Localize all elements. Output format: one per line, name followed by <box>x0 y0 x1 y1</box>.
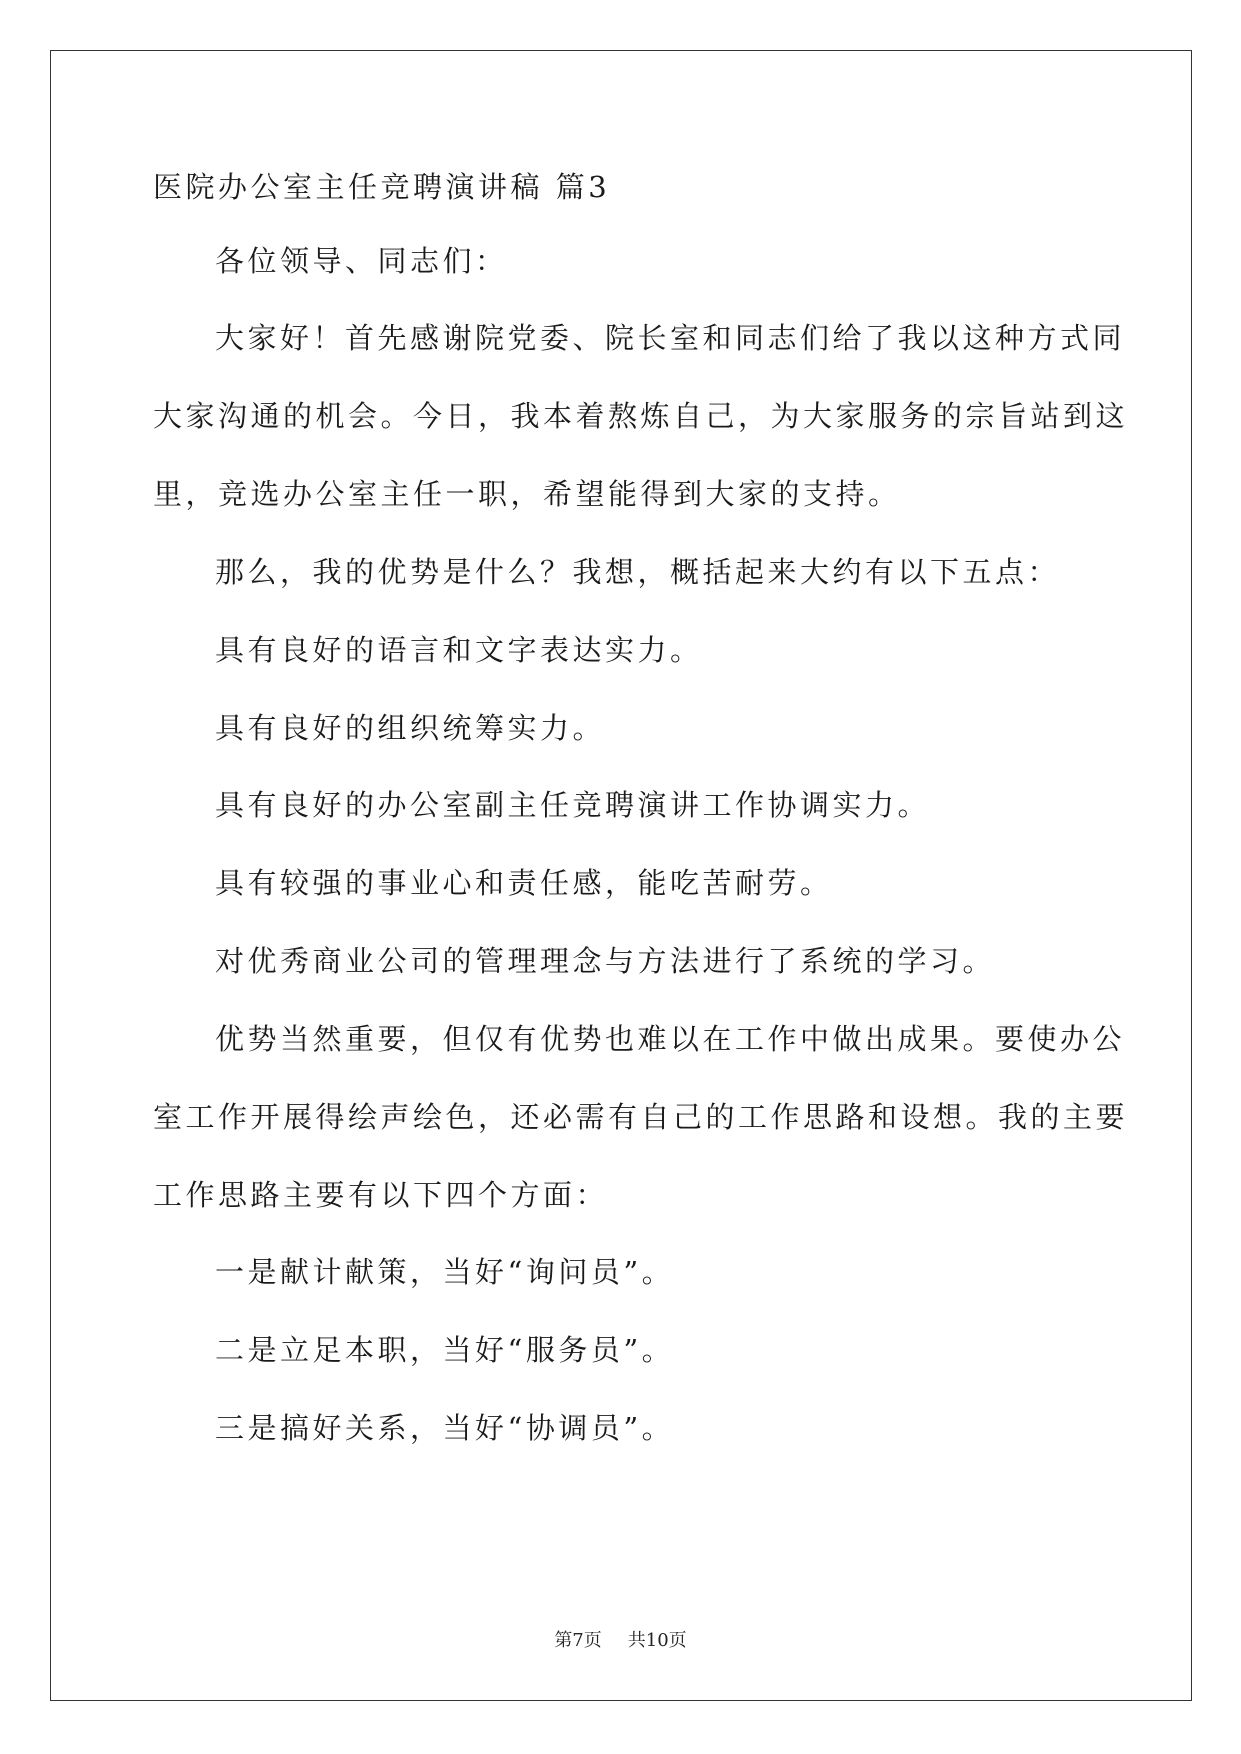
paragraph-line: 各位领导、同志们： <box>215 244 508 278</box>
paragraph-line: 大家好！首先感谢院党委、院长室和同志们给了我以这种方式同 <box>215 321 1126 355</box>
paragraph-line: 大家沟通的机会。今日，我本着熬炼自己，为大家服务的宗旨站到这 <box>153 399 1129 433</box>
paragraph-line: 对优秀商业公司的管理理念与方法进行了系统的学习。 <box>215 944 996 978</box>
paragraph-line: 一是献计献策，当好“询问员”。 <box>215 1255 675 1289</box>
paragraph-line: 三是搞好关系，当好“协调员”。 <box>215 1411 675 1445</box>
paragraph-line: 室工作开展得绘声绘色，还必需有自己的工作思路和设想。我的主要 <box>153 1100 1129 1134</box>
paragraph-line: 里，竞选办公室主任一职，希望能得到大家的支持。 <box>153 477 901 511</box>
page-footer <box>0 1626 1241 1652</box>
paragraph-line: 具有良好的语言和文字表达实力。 <box>215 633 703 667</box>
paragraph-line: 那么，我的优势是什么？我想，概括起来大约有以下五点： <box>215 555 1061 589</box>
paragraph-line: 工作思路主要有以下四个方面： <box>153 1178 609 1212</box>
paragraph-line: 优势当然重要，但仅有优势也难以在工作中做出成果。要使办公 <box>215 1022 1126 1056</box>
paragraph-line: 具有良好的办公室副主任竞聘演讲工作协调实力。 <box>215 788 931 822</box>
paragraph-line: 二是立足本职，当好“服务员”。 <box>215 1333 675 1367</box>
paragraph-line: 具有良好的组织统筹实力。 <box>215 711 606 745</box>
page-number: 第7页 <box>554 1630 602 1651</box>
page-total: 共10页 <box>627 1630 687 1651</box>
paragraph-line: 具有较强的事业心和责任感，能吃苦耐劳。 <box>215 866 833 900</box>
document-title: 医院办公室主任竞聘演讲稿 篇3 <box>153 170 611 204</box>
